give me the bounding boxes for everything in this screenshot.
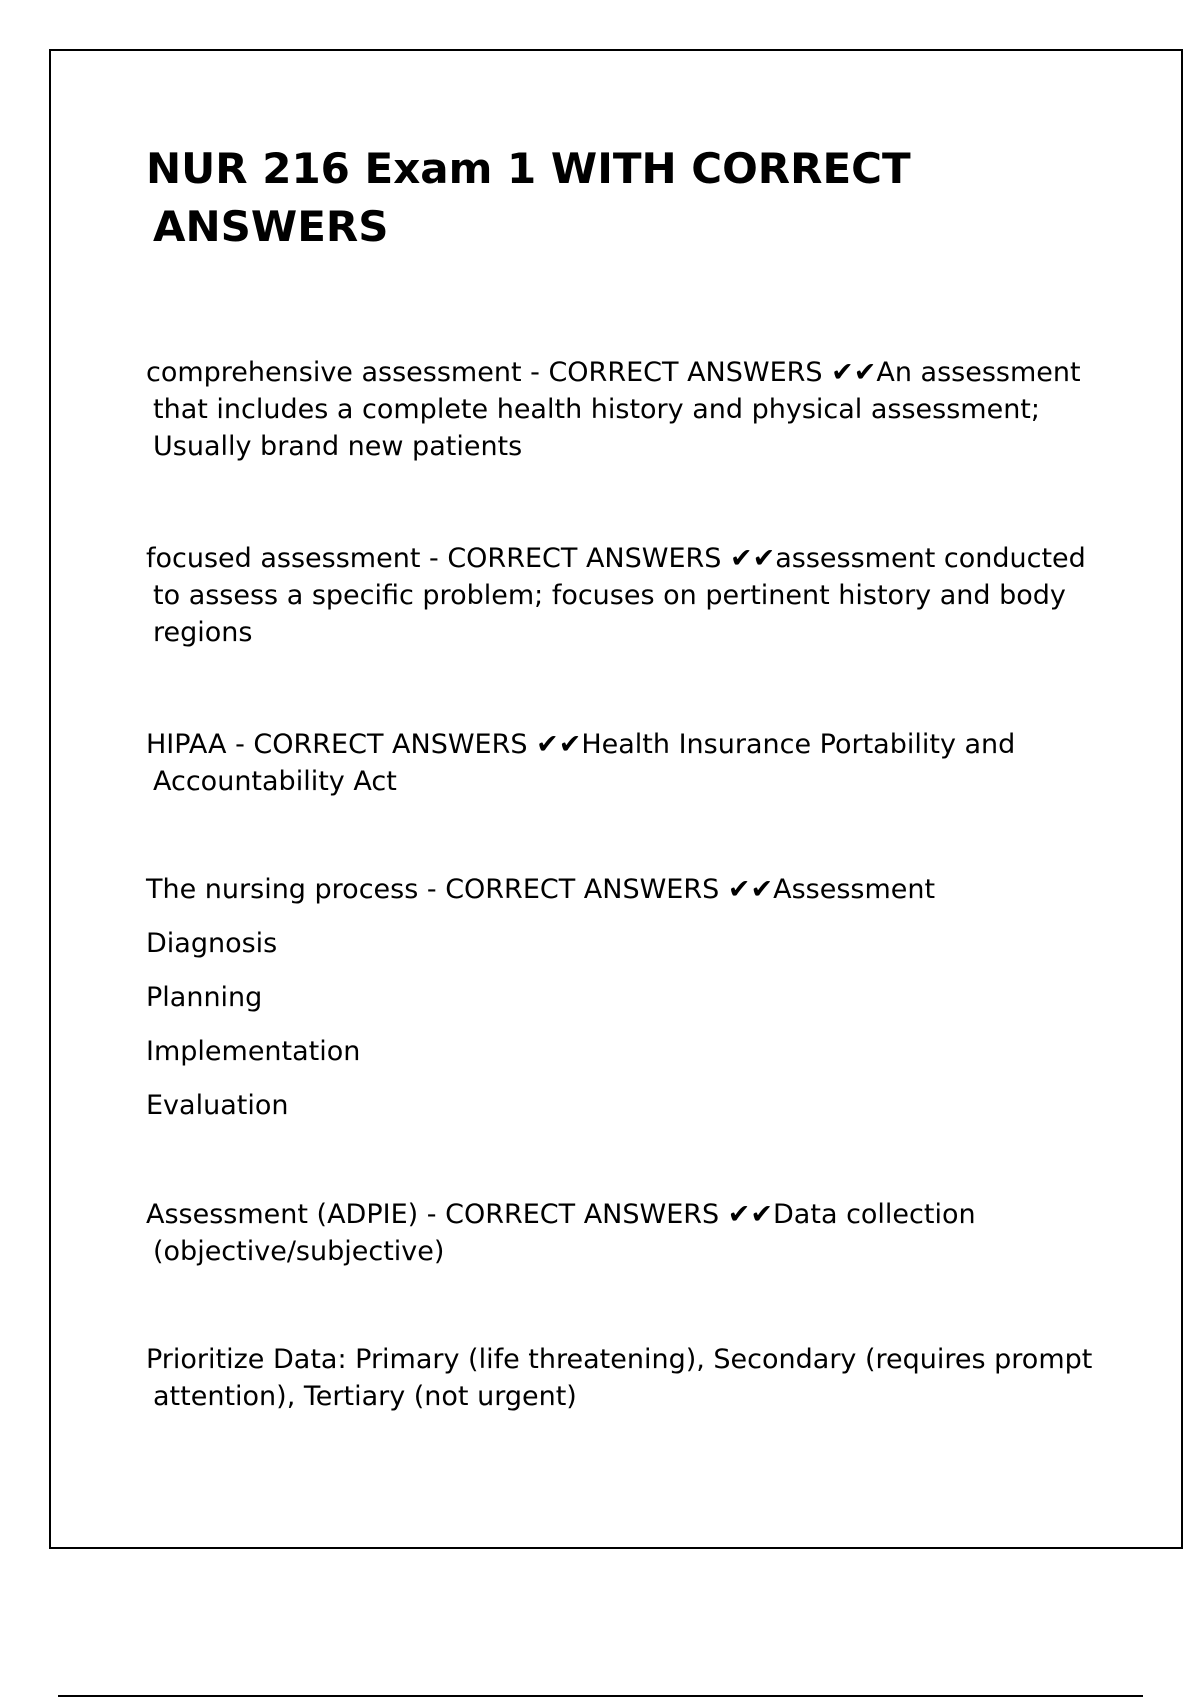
- checkmark-icon: ✔✔: [727, 874, 774, 905]
- qa-term: comprehensive assessment: [146, 357, 522, 388]
- process-step-planning: Planning: [146, 982, 263, 1013]
- qa-term: focused assessment: [146, 543, 421, 574]
- checkmark-icon: ✔✔: [536, 729, 582, 760]
- bottom-rule: [58, 1695, 1143, 1697]
- document-content: [146, 140, 1096, 1490]
- qa-answer: assessment conducted to assess a specific problem; focuses on pertinent history and body regions: [153, 543, 1086, 648]
- qa-separator: - CORRECT ANSWERS: [521, 357, 832, 388]
- qa-entry-comprehensive-assessment: [146, 354, 1096, 465]
- qa-answer: Health Insurance Portability and Accountability Act: [153, 729, 1016, 797]
- qa-entry-hipaa: [146, 726, 1096, 800]
- checkmark-icon: ✔✔: [730, 543, 776, 574]
- qa-answer: Assessment: [773, 874, 936, 905]
- prioritize-data-paragraph: Prioritize Data: Primary (life threatening), Secondary (requires prompt attention), Tertiary (not urgent): [146, 1344, 1093, 1412]
- qa-separator: - CORRECT ANSWERS: [418, 1199, 728, 1230]
- document-title: NUR 216 Exam 1 WITH CORRECT ANSWERS: [146, 144, 911, 251]
- qa-entry-assessment-adpie: [146, 1196, 1096, 1270]
- qa-term: HIPAA: [146, 729, 227, 760]
- qa-line: [146, 871, 1096, 908]
- qa-answer: An assessment that includes a complete health history and physical assessment; Usually brand new patients: [153, 357, 1081, 462]
- checkmark-icon: ✔✔: [727, 1199, 774, 1230]
- qa-separator: - CORRECT ANSWERS: [418, 874, 728, 905]
- process-step-evaluation: Evaluation: [146, 1090, 289, 1121]
- process-step-implementation: Implementation: [146, 1036, 361, 1067]
- qa-entry-nursing-process: [146, 871, 1096, 1124]
- checkmark-icon: ✔✔: [831, 357, 877, 388]
- qa-separator: - CORRECT ANSWERS: [420, 543, 730, 574]
- qa-separator: - CORRECT ANSWERS: [226, 729, 537, 760]
- qa-entry-focused-assessment: [146, 540, 1096, 651]
- process-step-diagnosis: Diagnosis: [146, 928, 278, 959]
- qa-term: The nursing process: [146, 874, 419, 905]
- qa-term: Assessment (ADPIE): [146, 1199, 419, 1230]
- qa-answer: Data collection (objective/subjective): [153, 1199, 976, 1267]
